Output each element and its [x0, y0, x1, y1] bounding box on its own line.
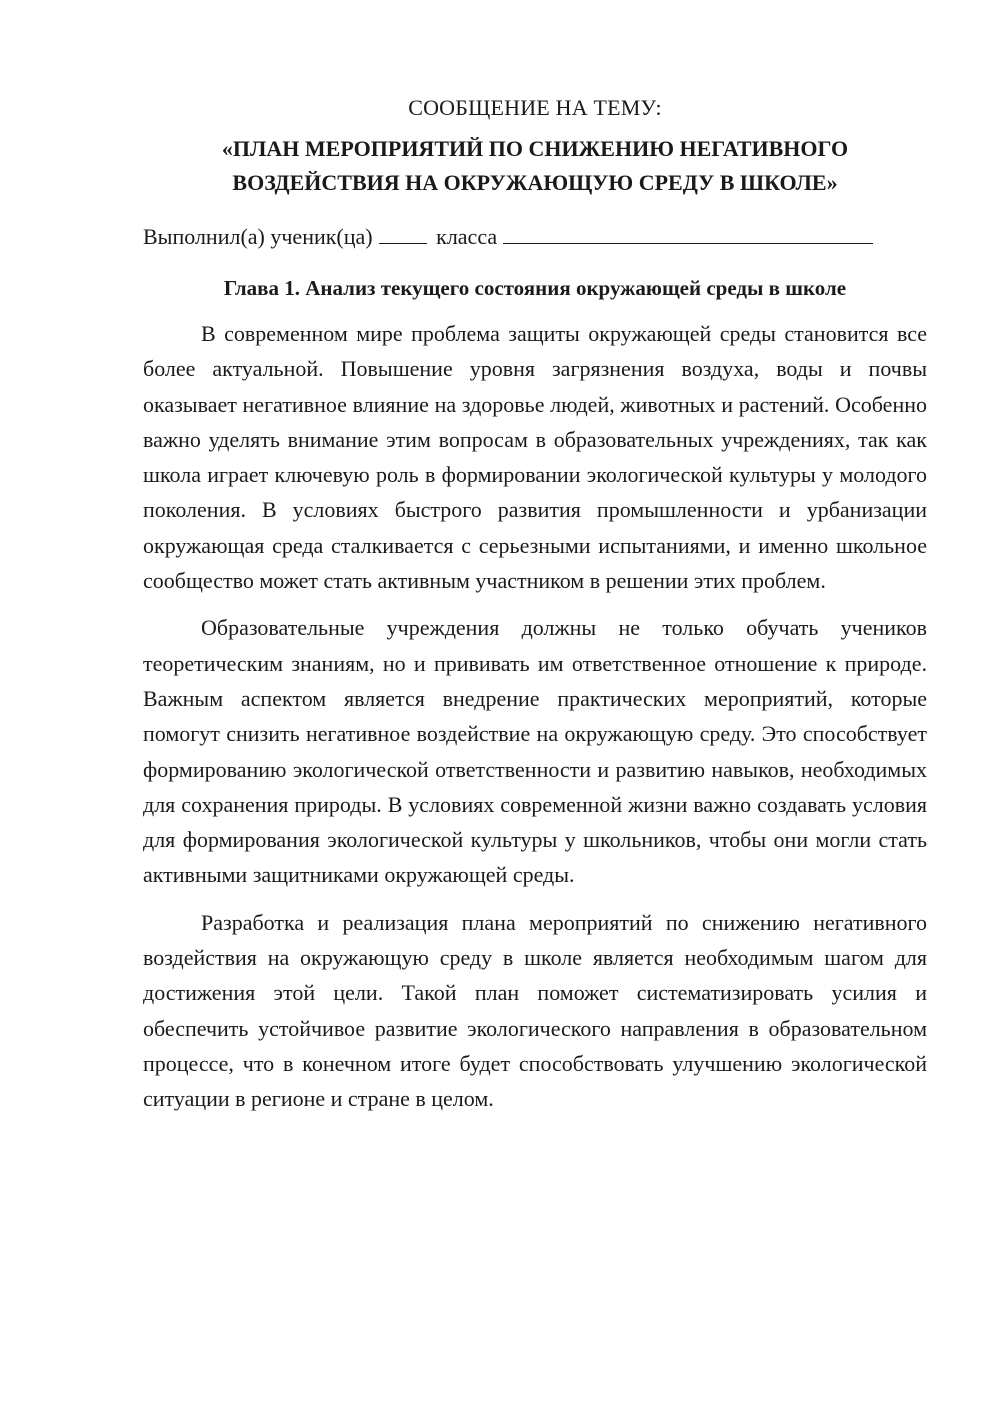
pre-title: СООБЩЕНИЕ НА ТЕМУ: — [408, 95, 662, 120]
paragraph: Образовательные учреждения должны не только обучать учеников теоретическим знаниям, но и прививать им ответственное отношение к природе. Важным аспектом является внедрение практических мероприятий, которые помогут снизить негативное воздействие на окружающую среду. Это способствует формированию экологической ответственности и развитию навыков, необходимых для сохранения природы. В условиях современной жизни важно создавать условия для формирования экологической культуры у школьников, чтобы они могли стать активными защитниками окружающей среды. — [143, 615, 927, 888]
author-line — [143, 221, 927, 252]
chapter-title: Глава 1. Анализ текущего состояния окружающей среды в школе — [223, 276, 847, 300]
paragraph: Разработка и реализация плана мероприятий по снижению негативного воздействия на окружающую среду в школе является необходимым шагом для достижения этой цели. Такой план поможет систематизировать усилия и обеспечить устойчивое развитие экологического направления в образовательном процессе, что в конечном итоге будет способствовать улучшению экологической ситуации в регионе и стране в целом. — [143, 909, 927, 1112]
document-title-line: ВОЗДЕЙСТВИЯ НА ОКРУЖАЮЩУЮ СРЕДУ В ШКОЛЕ» — [232, 170, 838, 195]
document-title — [143, 132, 927, 200]
document-title-line: «ПЛАН МЕРОПРИЯТИЙ ПО СНИЖЕНИЮ НЕГАТИВНОГО — [221, 136, 849, 161]
student-name-blank — [503, 221, 873, 244]
author-prefix: Выполнил(а) ученик(ца) — [143, 224, 373, 249]
document-page — [143, 92, 927, 1129]
class-label: класса — [436, 224, 498, 249]
paragraph: В современном мире проблема защиты окружающей среды становится все более актуальной. Повышение уровня загрязнения воздуха, воды и почвы оказывает негативное влияние на здоровье людей, животных и растений. Особенно важно уделять внимание этим вопросам в образовательных учреждениях, так как школа играет ключевую роль в формировании экологической культуры у молодого поколения. В условиях быстрого развития промышленности и урбанизации окружающая среда сталкивается с серьезными испытаниями, и именно школьное сообщество может стать активным участником в решении этих проблем. — [143, 321, 927, 594]
class-number-blank — [379, 221, 427, 244]
